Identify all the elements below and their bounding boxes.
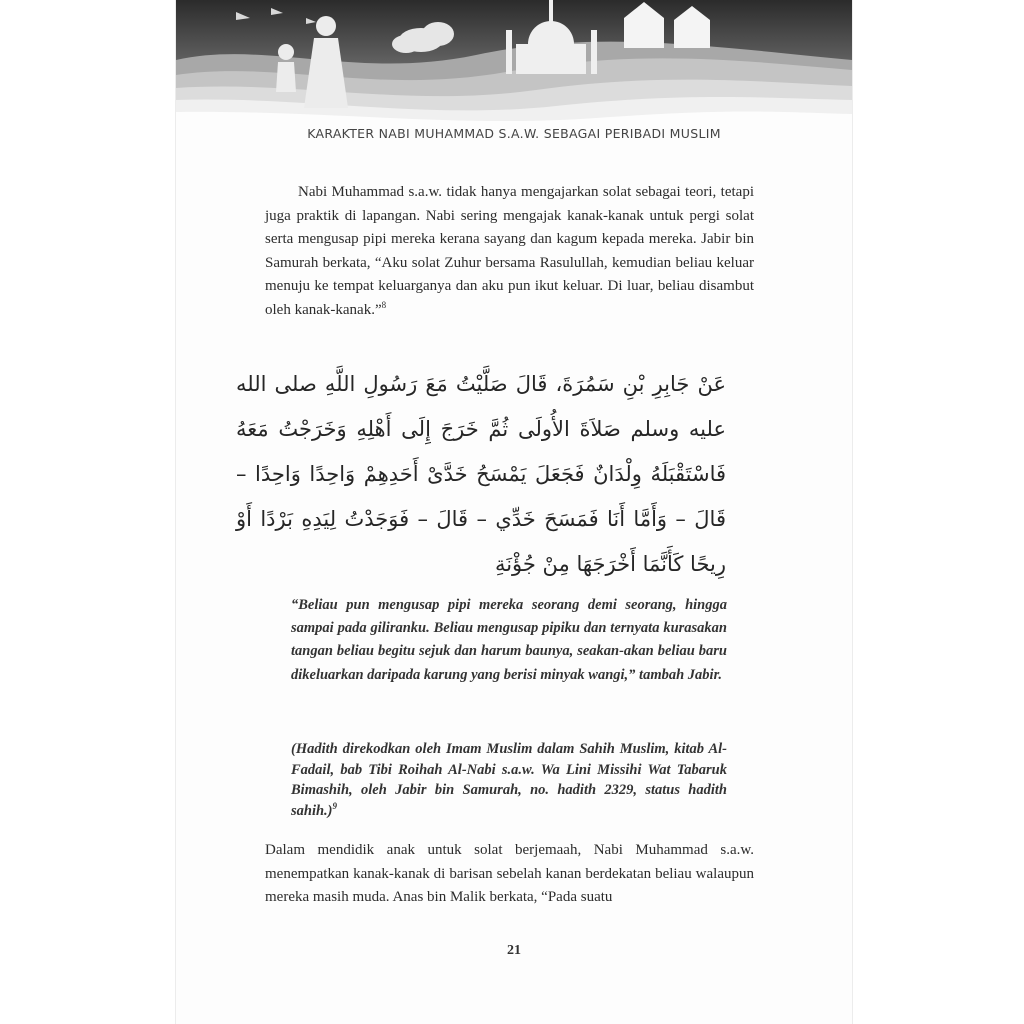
book-page	[176, 0, 852, 1024]
footnote-ref: 9	[332, 800, 338, 811]
arabic-hadith-text: عَنْ جَابِرِ بْنِ سَمُرَةَ، قَالَ صَلَّيْتُ مَعَ رَسُولِ اللَّهِ صلى الله عليه وسلم صَلاَةَ الأُولَى ثُمَّ خَرَجَ إِلَى أَهْلِهِ وَخَرَجْتُ مَعَهُ فَاسْتَقْبَلَهُ وِلْدَانٌ فَجَعَلَ يَمْسَحُ خَدَّىْ أَحَدِهِمْ وَاحِدًا وَاحِدًا – قَالَ – وَأَمَّا أَنَا فَمَسَحَ خَدِّي – قَالَ – فَوَجَدْتُ لِيَدِهِ بَرْدًا أَوْ رِيحًا كَأَنَّمَا أَخْرَجَهَا مِنْ جُؤْنَةِ	[236, 372, 726, 576]
decorative-banner-illustration	[176, 0, 852, 130]
body-paragraph: Dalam mendidik anak untuk solat berjemaah, Nabi Muhammad s.a.w. menempatkan kanak-kanak di barisan sebelah kanan berdekatan beliau walaupun mereka masih muda. Anas bin Malik berkata, “Pada suatu	[265, 842, 754, 905]
hadith-citation	[291, 739, 727, 821]
body-paragraph	[265, 181, 754, 322]
footnote-ref: 8	[381, 299, 387, 310]
translation-quote: “Beliau pun mengusap pipi mereka seorang demi seorang, hingga sampai pada giliranku. Beliau mengusap pipiku dan ternyata kurasakan tangan beliau begitu sejuk dan harum baunya, seakan-akan beliau baru dikeluarkan daripada karung yang berisi minyak wangi,” tambah Jabir.	[291, 597, 727, 683]
citation-text: (Hadith direkodkan oleh Imam Muslim dalam Sahih Muslim, kitab Al-Fadail, bab Tibi Roihah Al-Nabi s.a.w. Wa Lini Missihi Wat Tabaruk Bimashih, oleh Jabir bin Samurah, no. hadith 2329, status hadith sahih.)	[291, 741, 727, 819]
paragraph-text: Nabi Muhammad s.a.w. tidak hanya mengajarkan solat sebagai teori, tetapi juga praktik di lapangan. Nabi sering mengajak kanak-kanak untuk pergi solat serta mengusap pipi mereka kerana sayang dan kagum kepada mereka. Jabir bin Samurah berkata, “Aku solat Zuhur bersama Rasulullah, kemudian beliau keluar menuju ke tempat keluarganya dan aku pun ikut keluar. Di luar, beliau disambut oleh kanak-kanak.”	[265, 184, 754, 318]
page-number: 21	[507, 943, 521, 958]
running-head: KARAKTER NABI MUHAMMAD S.A.W. SEBAGAI PERIBADI MUSLIM	[307, 126, 721, 141]
